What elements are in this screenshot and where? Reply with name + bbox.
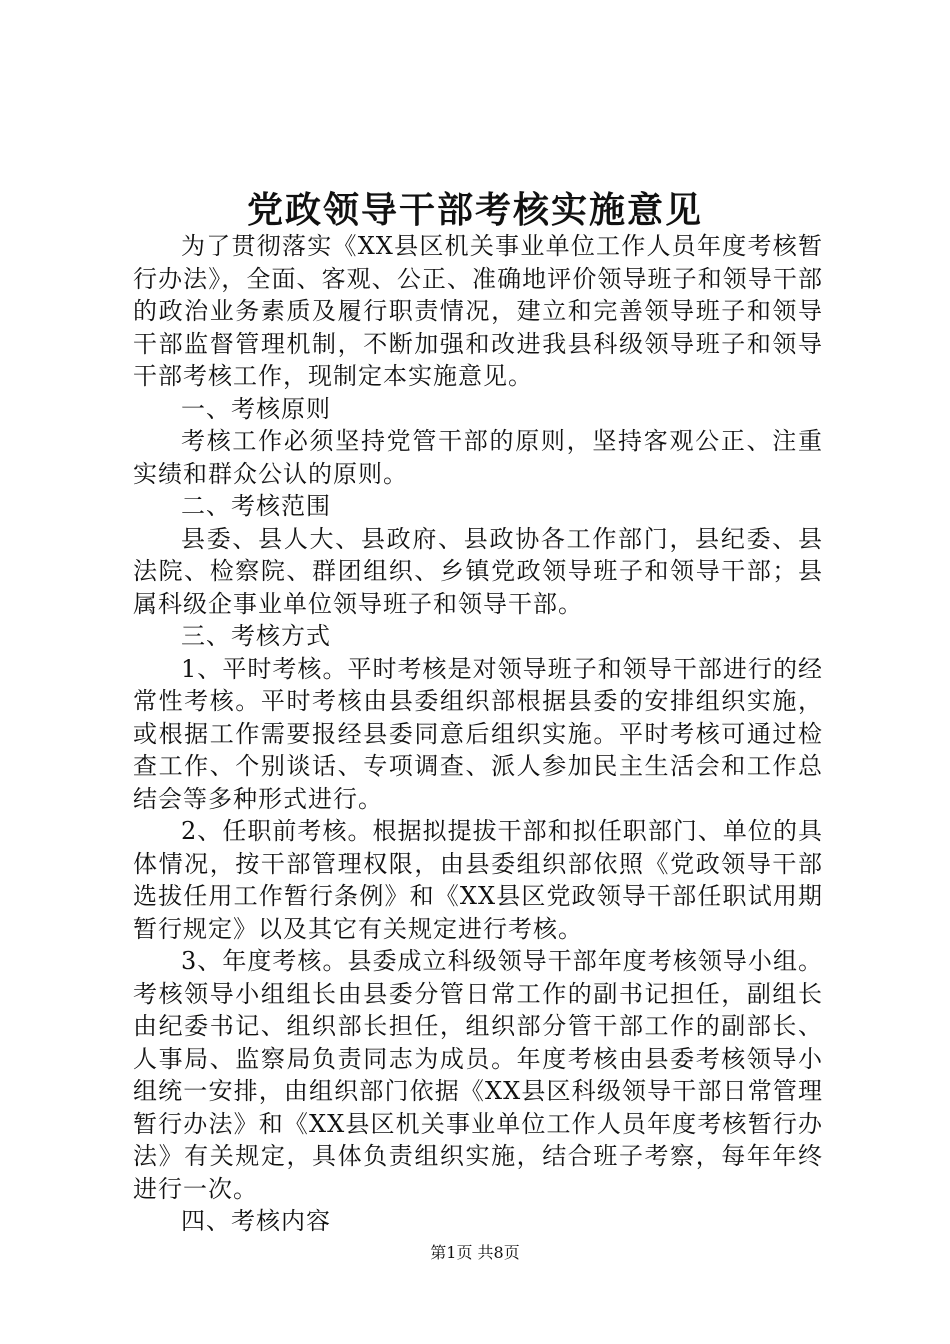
paragraph-method-annual: 3、年度考核。县委成立科级领导干部年度考核领导小组。考核领导小组组长由县委分管日常工作的副书记担任，副组长由纪委书记、组织部长担任，组织部分管干部工作的副部长、人事局、监察局负责同志为成员。年度考核由县委考核领导小组统一安排，由组织部门依据《XX县区科级领导干部日常管理暂行办法》和《XX县区机关事业单位工作人员年度考核暂行办法》有关规定，具体负责组织实施，结合班子考察，每年年终进行一次。 (133, 947, 823, 1203)
section-heading-methods: 三、考核方式 (181, 622, 331, 650)
document-body (133, 230, 823, 1238)
paragraph-intro: 为了贯彻落实《XX县区机关事业单位工作人员年度考核暂行办法》，全面、客观、公正、准确地评价领导班子和领导干部的政治业务素质及履行职责情况，建立和完善领导班子和领导干部监督管理机制，不断加强和改进我县科级领导班子和领导干部考核工作，现制定本实施意见。 (133, 232, 823, 390)
document-title: 党政领导干部考核实施意见 (246, 189, 703, 231)
paragraph-method-routine: 1、平时考核。平时考核是对领导班子和领导干部进行的经常性考核。平时考核由县委组织部根据县委的安排组织实施，或根据工作需要报经县委同意后组织实施。平时考核可通过检查工作、个别谈话、专项调查、派人参加民主生活会和工作总结会等多种形式进行。 (133, 654, 823, 813)
paragraph-principles: 考核工作必须坚持党管干部的原则，坚持客观公正、注重实绩和群众公认的原则。 (133, 427, 823, 488)
paragraph-scope: 县委、县人大、县政府、县政协各工作部门，县纪委、县法院、检察院、群团组织、乡镇党政领导班子和领导干部；县属科级企事业单位领导班子和领导干部。 (133, 524, 823, 618)
paragraph-method-pre-appointment: 2、任职前考核。根据拟提拔干部和拟任职部门、单位的具体情况，按干部管理权限，由县委组织部依照《党政领导干部选拔任用工作暂行条例》和《XX县区党政领导干部任职试用期暂行规定》以及其它有关规定进行考核。 (133, 817, 823, 943)
page-footer: 第1页 共8页 (430, 1243, 520, 1262)
section-heading-content: 四、考核内容 (181, 1207, 331, 1235)
section-heading-principles: 一、考核原则 (181, 394, 331, 423)
section-heading-scope: 二、考核范围 (181, 492, 331, 520)
